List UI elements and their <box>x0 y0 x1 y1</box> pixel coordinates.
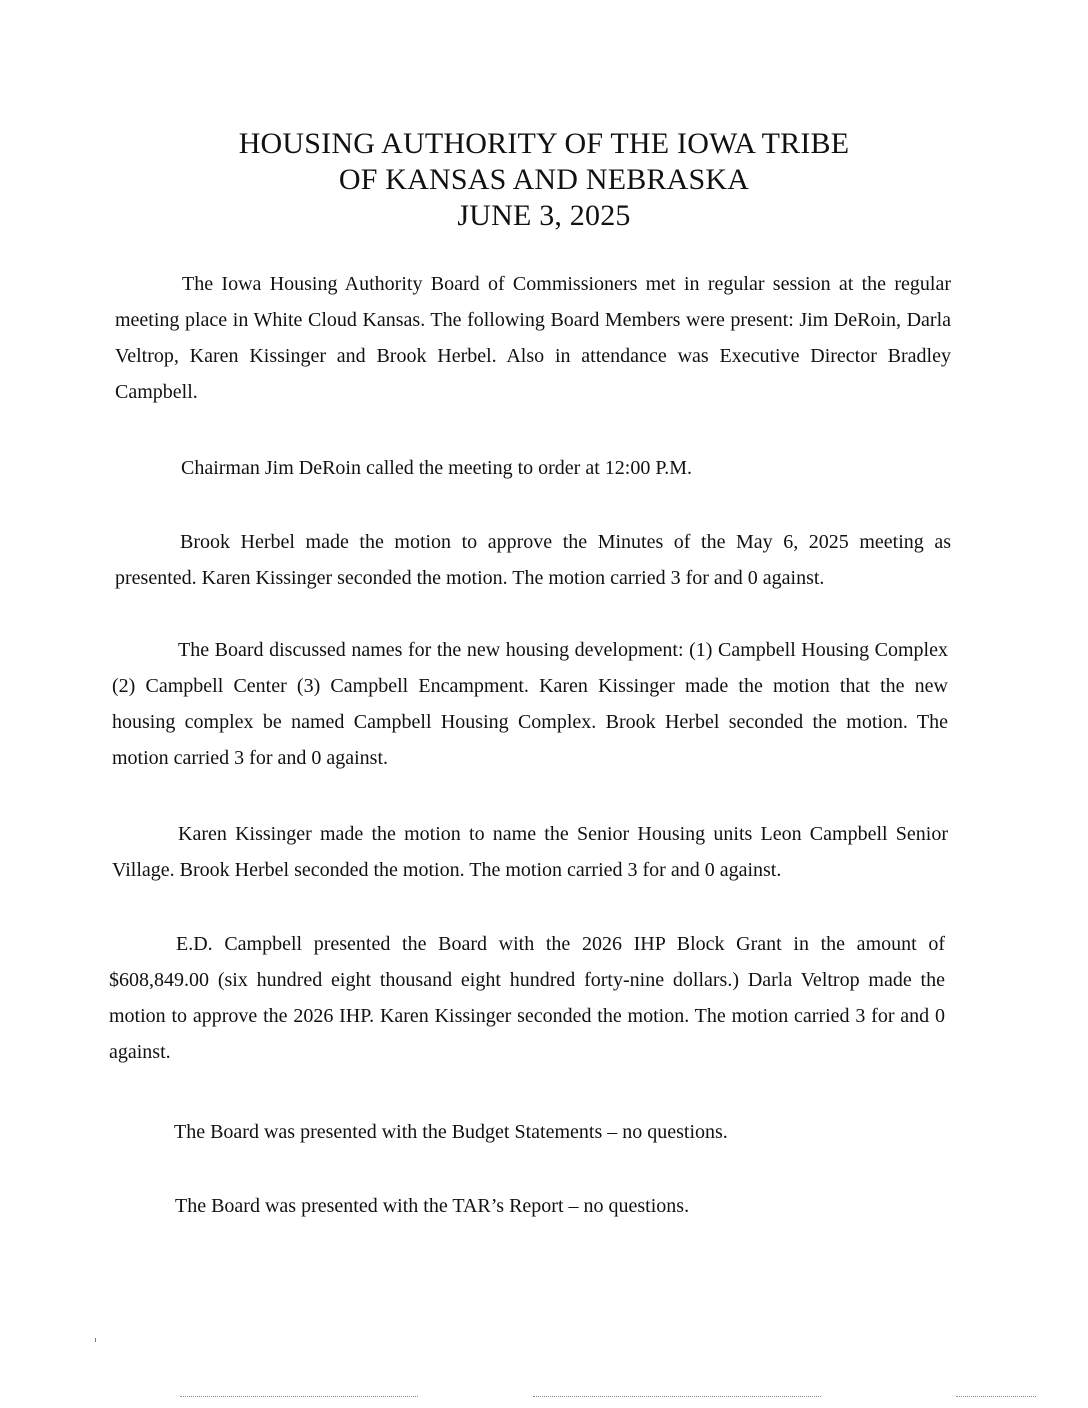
meeting-date: JUNE 3, 2025 <box>457 199 631 232</box>
minutes-motion-paragraph: Brook Herbel made the motion to approve the Minutes of the May 6, 2025 meeting as presented. Karen Kissinger seconded the motion. The motion carried 3 for and 0 against. <box>115 531 951 589</box>
scan-speck <box>95 1338 96 1342</box>
tar-report-paragraph: The Board was presented with the TAR’s Report – no questions. <box>175 1195 690 1217</box>
document-title <box>0 126 1088 234</box>
title-line-2: OF KANSAS AND NEBRASKA <box>338 163 750 196</box>
attendance-paragraph: The Iowa Housing Authority Board of Commissioners met in regular session at the regular meeting place in White Cloud Kansas. The following Board Members were present: Jim DeRoin, Darla Veltrop, Karen Kissinger and Brook Herbel. Also in attendance was Executive Director Bradley Campbell. <box>115 273 951 403</box>
ihp-block-grant-paragraph: E.D. Campbell presented the Board with the 2026 IHP Block Grant in the amount of $608,849.00 (six hundred eight thousand eight hundred forty-nine dollars.) Darla Veltrop made the motion to approve the 2026 IHP. Karen Kissinger seconded the motion. The motion carried 3 for and 0 against. <box>109 933 945 1063</box>
budget-statements-paragraph: The Board was presented with the Budget Statements – no questions. <box>174 1121 728 1143</box>
naming-discussion-paragraph: The Board discussed names for the new housing development: (1) Campbell Housing Complex (2) Campbell Center (3) Campbell Encampment. Karen Kissinger made the motion that the new housing complex be named Campbell Housing Complex. Brook Herbel seconded the motion. The motion carried 3 for and 0 against. <box>112 639 948 769</box>
title-line-1: HOUSING AUTHORITY OF THE IOWA TRIBE <box>238 127 850 160</box>
scan-artifact-line <box>956 1396 1036 1397</box>
scan-artifact-line <box>533 1396 821 1397</box>
senior-housing-paragraph: Karen Kissinger made the motion to name the Senior Housing units Leon Campbell Senior Village. Brook Herbel seconded the motion. The motion carried 3 for and 0 against. <box>112 823 948 881</box>
call-to-order-paragraph: Chairman Jim DeRoin called the meeting to order at 12:00 P.M. <box>181 457 693 479</box>
scan-artifact-line <box>180 1396 418 1397</box>
